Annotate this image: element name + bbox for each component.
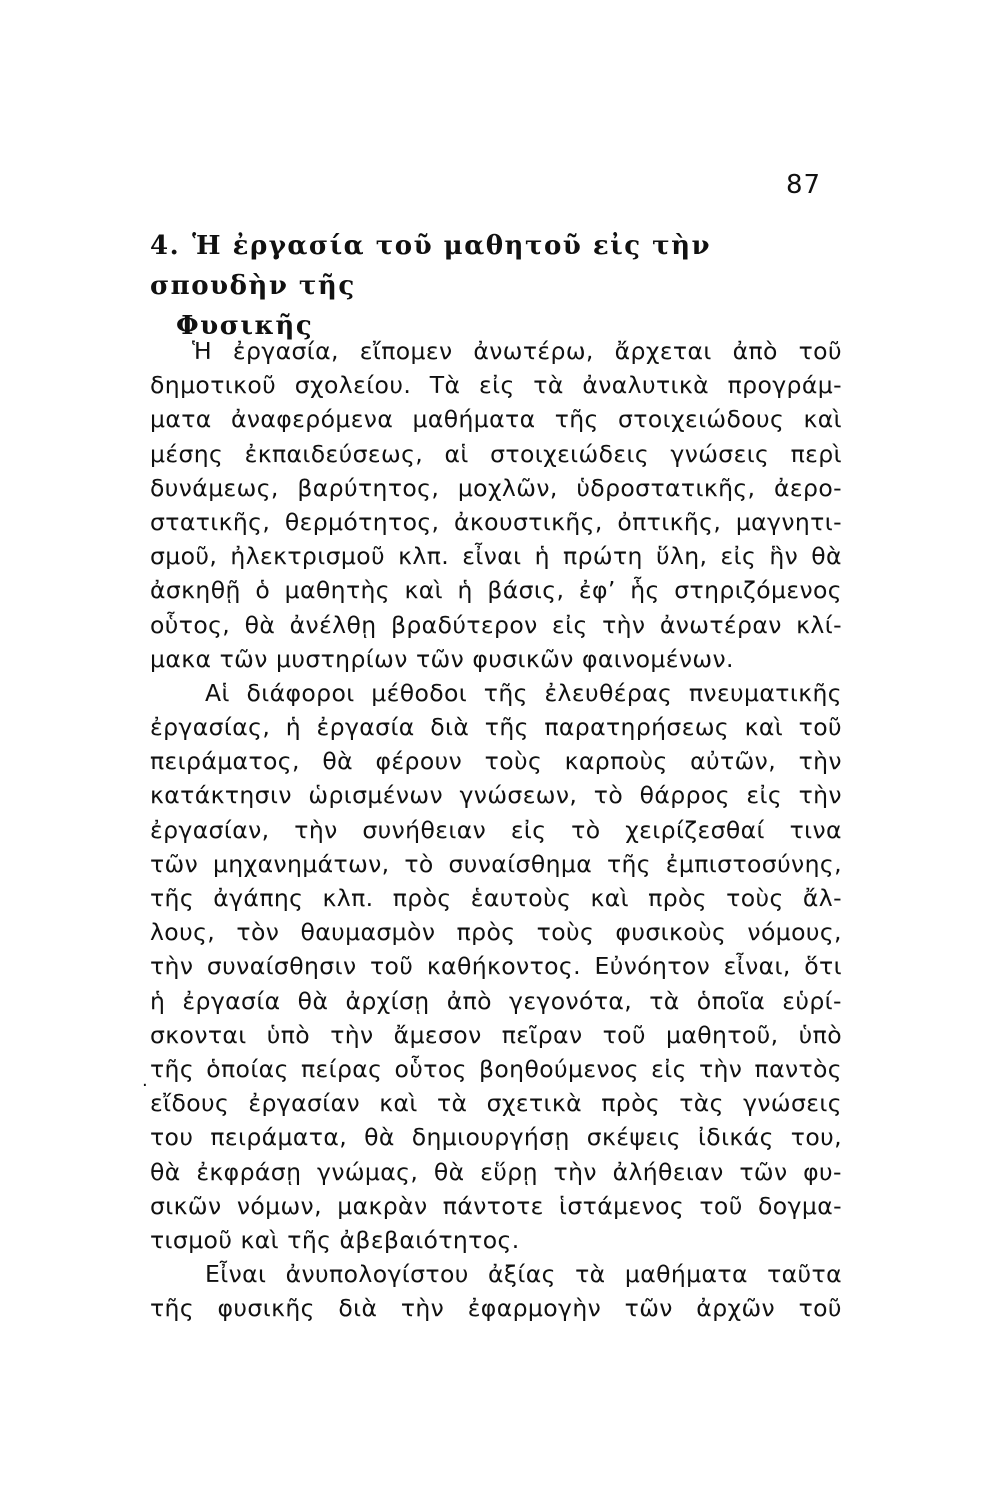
text-line: τῶν μηχανημάτων, τὸ συναίσθημα τῆς ἐμπιστοσύνης, — [150, 849, 842, 878]
text-line: μακα τῶν μυστηρίων τῶν φυσικῶν φαινομένων. — [150, 644, 734, 673]
section-number: 4. — [150, 231, 181, 261]
text-line: ἐργασίας, ἡ ἐργασία διὰ τῆς παρατηρήσεως καὶ τοῦ — [150, 713, 842, 742]
text-line: θὰ ἐκφράσῃ γνώμας, θὰ εὕρῃ τὴν ἀλήθειαν τῶν φυ- — [150, 1157, 842, 1186]
section-title-line-1: Ἡ ἐργασία τοῦ μαθητοῦ εἰς τὴν σπουδὴν τῆς — [150, 231, 712, 301]
text-line: κατάκτησιν ὡρισμένων γνώσεων, τὸ θάρρος εἰς τὴν — [150, 781, 842, 810]
text-line: δημοτικοῦ σχολείου. Τὰ εἰς τὰ ἀναλυτικὰ προγράμ- — [150, 371, 842, 400]
text-line: εἴδους ἐργασίαν καὶ τὰ σχετικὰ πρὸς τὰς γνώσεις — [150, 1089, 842, 1118]
text-line: Αἱ διάφοροι μέθοδοι τῆς ἐλευθέρας πνευματικῆς — [205, 678, 842, 707]
page-number: 87 — [786, 170, 822, 200]
text-line: ἀσκηθῇ ὁ μαθητὴς καὶ ἡ βάσις, ἐφ’ ἧς στηριζόμενος — [150, 576, 842, 605]
body-text — [150, 334, 842, 1325]
text-line: σκονται ὑπὸ τὴν ἄμεσον πεῖραν τοῦ μαθητοῦ, ὑπὸ — [150, 1020, 842, 1049]
stray-print-mark: · — [142, 1075, 148, 1096]
text-line: λους, τὸν θαυμασμὸν πρὸς τοὺς φυσικοὺς νόμους, — [150, 918, 842, 947]
text-line: του πειράματα, θὰ δημιουργήσῃ σκέψεις ἰδικάς του, — [150, 1123, 842, 1152]
text-line: σικῶν νόμων, μακρὰν πάντοτε ἱστάμενος τοῦ δογμα- — [150, 1191, 842, 1220]
text-line: στατικῆς, θερμότητος, ἀκουστικῆς, ὀπτικῆς, μαγνητι- — [150, 507, 842, 536]
section-title-line-2: Φυσικῆς — [176, 311, 314, 341]
text-line: δυνάμεως, βαρύτητος, μοχλῶν, ὑδροστατικῆς, ἀερο- — [150, 473, 842, 502]
text-line: Εἶναι ἀνυπολογίστου ἀξίας τὰ μαθήματα ταῦτα — [205, 1260, 842, 1289]
text-line: μέσης ἐκπαιδεύσεως, αἱ στοιχειώδεις γνώσεις περὶ — [150, 439, 842, 468]
section-heading — [150, 226, 850, 346]
text-line: ἡ ἐργασία θὰ ἀρχίσῃ ἀπὸ γεγονότα, τὰ ὁποῖα εὑρί- — [150, 986, 842, 1015]
text-line: τῆς φυσικῆς διὰ τὴν ἐφαρμογὴν τῶν ἀρχῶν τοῦ — [150, 1294, 842, 1323]
text-line: σμοῦ, ἠλεκτρισμοῦ κλπ. εἶναι ἡ πρώτη ὕλη, εἰς ἣν θὰ — [150, 542, 842, 571]
text-line: πειράματος, θὰ φέρουν τοὺς καρποὺς αὐτῶν, τὴν — [150, 747, 842, 776]
text-line: ἐργασίαν, τὴν συνήθειαν εἰς τὸ χειρίζεσθαί τινα — [150, 815, 842, 844]
text-line: τῆς ὁποίας πείρας οὗτος βοηθούμενος εἰς τὴν παντὸς — [150, 1054, 842, 1083]
text-line: Ἡ ἐργασία, εἴπομεν ἀνωτέρω, ἄρχεται ἀπὸ τοῦ — [192, 337, 842, 365]
text-line: τὴν συναίσθησιν τοῦ καθήκοντος. Εὐνόητον εἶναι, ὅτι — [150, 952, 842, 981]
text-line: τισμοῦ καὶ τῆς ἀβεβαιότητος. — [150, 1225, 520, 1254]
text-line: ματα ἀναφερόμενα μαθήματα τῆς στοιχειώδους καὶ — [150, 405, 842, 434]
text-line: οὗτος, θὰ ἀνέλθῃ βραδύτερον εἰς τὴν ἀνωτέραν κλί- — [150, 610, 842, 639]
text-line: τῆς ἀγάπης κλπ. πρὸς ἑαυτοὺς καὶ πρὸς τοὺς ἄλ- — [150, 884, 842, 912]
